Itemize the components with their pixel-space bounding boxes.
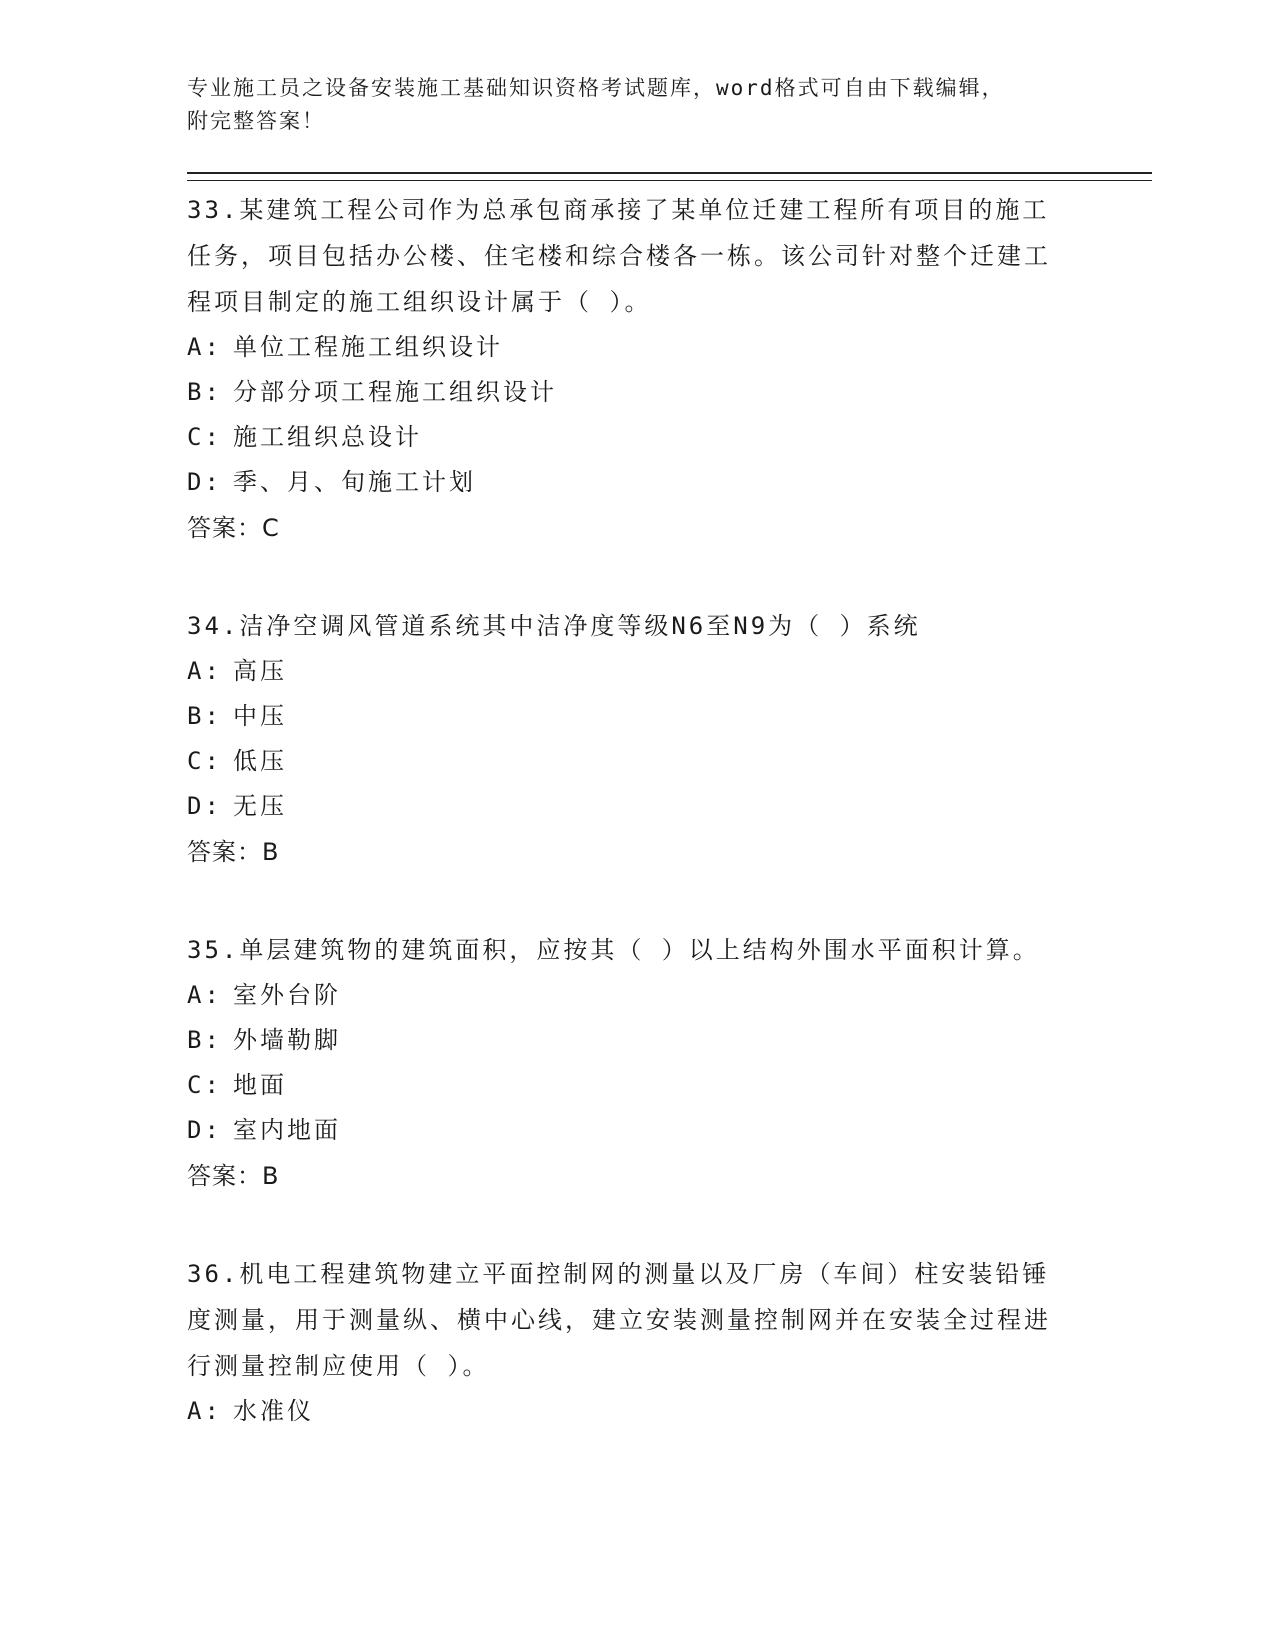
option-letter: D: bbox=[187, 792, 222, 820]
header-line-1: 专业施工员之设备安装施工基础知识资格考试题库，word格式可自由下载编辑， bbox=[187, 76, 1005, 100]
option-letter: A: bbox=[187, 981, 222, 1009]
option-c bbox=[187, 1063, 1152, 1108]
header-divider bbox=[187, 172, 1152, 181]
question-34 bbox=[187, 603, 1152, 875]
option-b bbox=[187, 370, 1152, 415]
option-b bbox=[187, 1018, 1152, 1063]
option-letter: A: bbox=[187, 333, 222, 361]
option-text: 单位工程施工组织设计 bbox=[233, 333, 503, 361]
option-letter: B: bbox=[187, 702, 222, 730]
option-letter: A: bbox=[187, 1397, 222, 1425]
option-a bbox=[187, 649, 1152, 694]
option-text: 高压 bbox=[233, 657, 287, 685]
option-d bbox=[187, 784, 1152, 829]
option-a bbox=[187, 325, 1152, 370]
option-text: 室内地面 bbox=[233, 1116, 341, 1144]
document-header bbox=[187, 72, 1067, 138]
option-text: 外墙勒脚 bbox=[233, 1026, 341, 1054]
option-letter: C: bbox=[187, 747, 222, 775]
question-stem: 34.洁净空调风管道系统其中洁净度等级N6至N9为（ ）系统 bbox=[187, 612, 921, 640]
answer-line: 答案：B bbox=[187, 838, 280, 866]
header-line-2: 附完整答案！ bbox=[187, 109, 325, 133]
question-stem: 35.单层建筑物的建筑面积，应按其（ ）以上结构外围水平面积计算。 bbox=[187, 936, 1040, 964]
option-letter: C: bbox=[187, 423, 222, 451]
option-d bbox=[187, 1108, 1152, 1153]
option-letter: C: bbox=[187, 1071, 222, 1099]
option-text: 施工组织总设计 bbox=[233, 423, 422, 451]
option-a bbox=[187, 1389, 1152, 1434]
option-b bbox=[187, 694, 1152, 739]
document-page bbox=[187, 72, 1152, 1434]
option-d bbox=[187, 460, 1152, 505]
option-c bbox=[187, 739, 1152, 784]
option-text: 低压 bbox=[233, 747, 287, 775]
answer-line: 答案：C bbox=[187, 514, 280, 542]
option-text: 中压 bbox=[233, 702, 287, 730]
question-33 bbox=[187, 187, 1152, 551]
option-a bbox=[187, 973, 1152, 1018]
option-text: 室外台阶 bbox=[233, 981, 341, 1009]
option-letter: B: bbox=[187, 1026, 222, 1054]
answer-line: 答案：B bbox=[187, 1162, 280, 1190]
option-text: 水准仪 bbox=[233, 1397, 314, 1425]
option-text: 无压 bbox=[233, 792, 287, 820]
option-letter: B: bbox=[187, 378, 222, 406]
option-text: 季、月、旬施工计划 bbox=[233, 468, 476, 496]
question-35 bbox=[187, 927, 1152, 1199]
question-36 bbox=[187, 1251, 1152, 1434]
option-letter: D: bbox=[187, 468, 222, 496]
option-text: 地面 bbox=[233, 1071, 287, 1099]
question-stem: 33.某建筑工程公司作为总承包商承接了某单位迁建工程所有项目的施工任务，项目包括办公楼、住宅楼和综合楼各一栋。该公司针对整个迁建工程项目制定的施工组织设计属于（ ）。 bbox=[187, 196, 1051, 316]
option-c bbox=[187, 415, 1152, 460]
option-letter: A: bbox=[187, 657, 222, 685]
question-stem: 36.机电工程建筑物建立平面控制网的测量以及厂房（车间）柱安装铅锤度测量，用于测量纵、横中心线，建立安装测量控制网并在安装全过程进行测量控制应使用（ ）。 bbox=[187, 1260, 1051, 1380]
option-text: 分部分项工程施工组织设计 bbox=[233, 378, 557, 406]
option-letter: D: bbox=[187, 1116, 222, 1144]
